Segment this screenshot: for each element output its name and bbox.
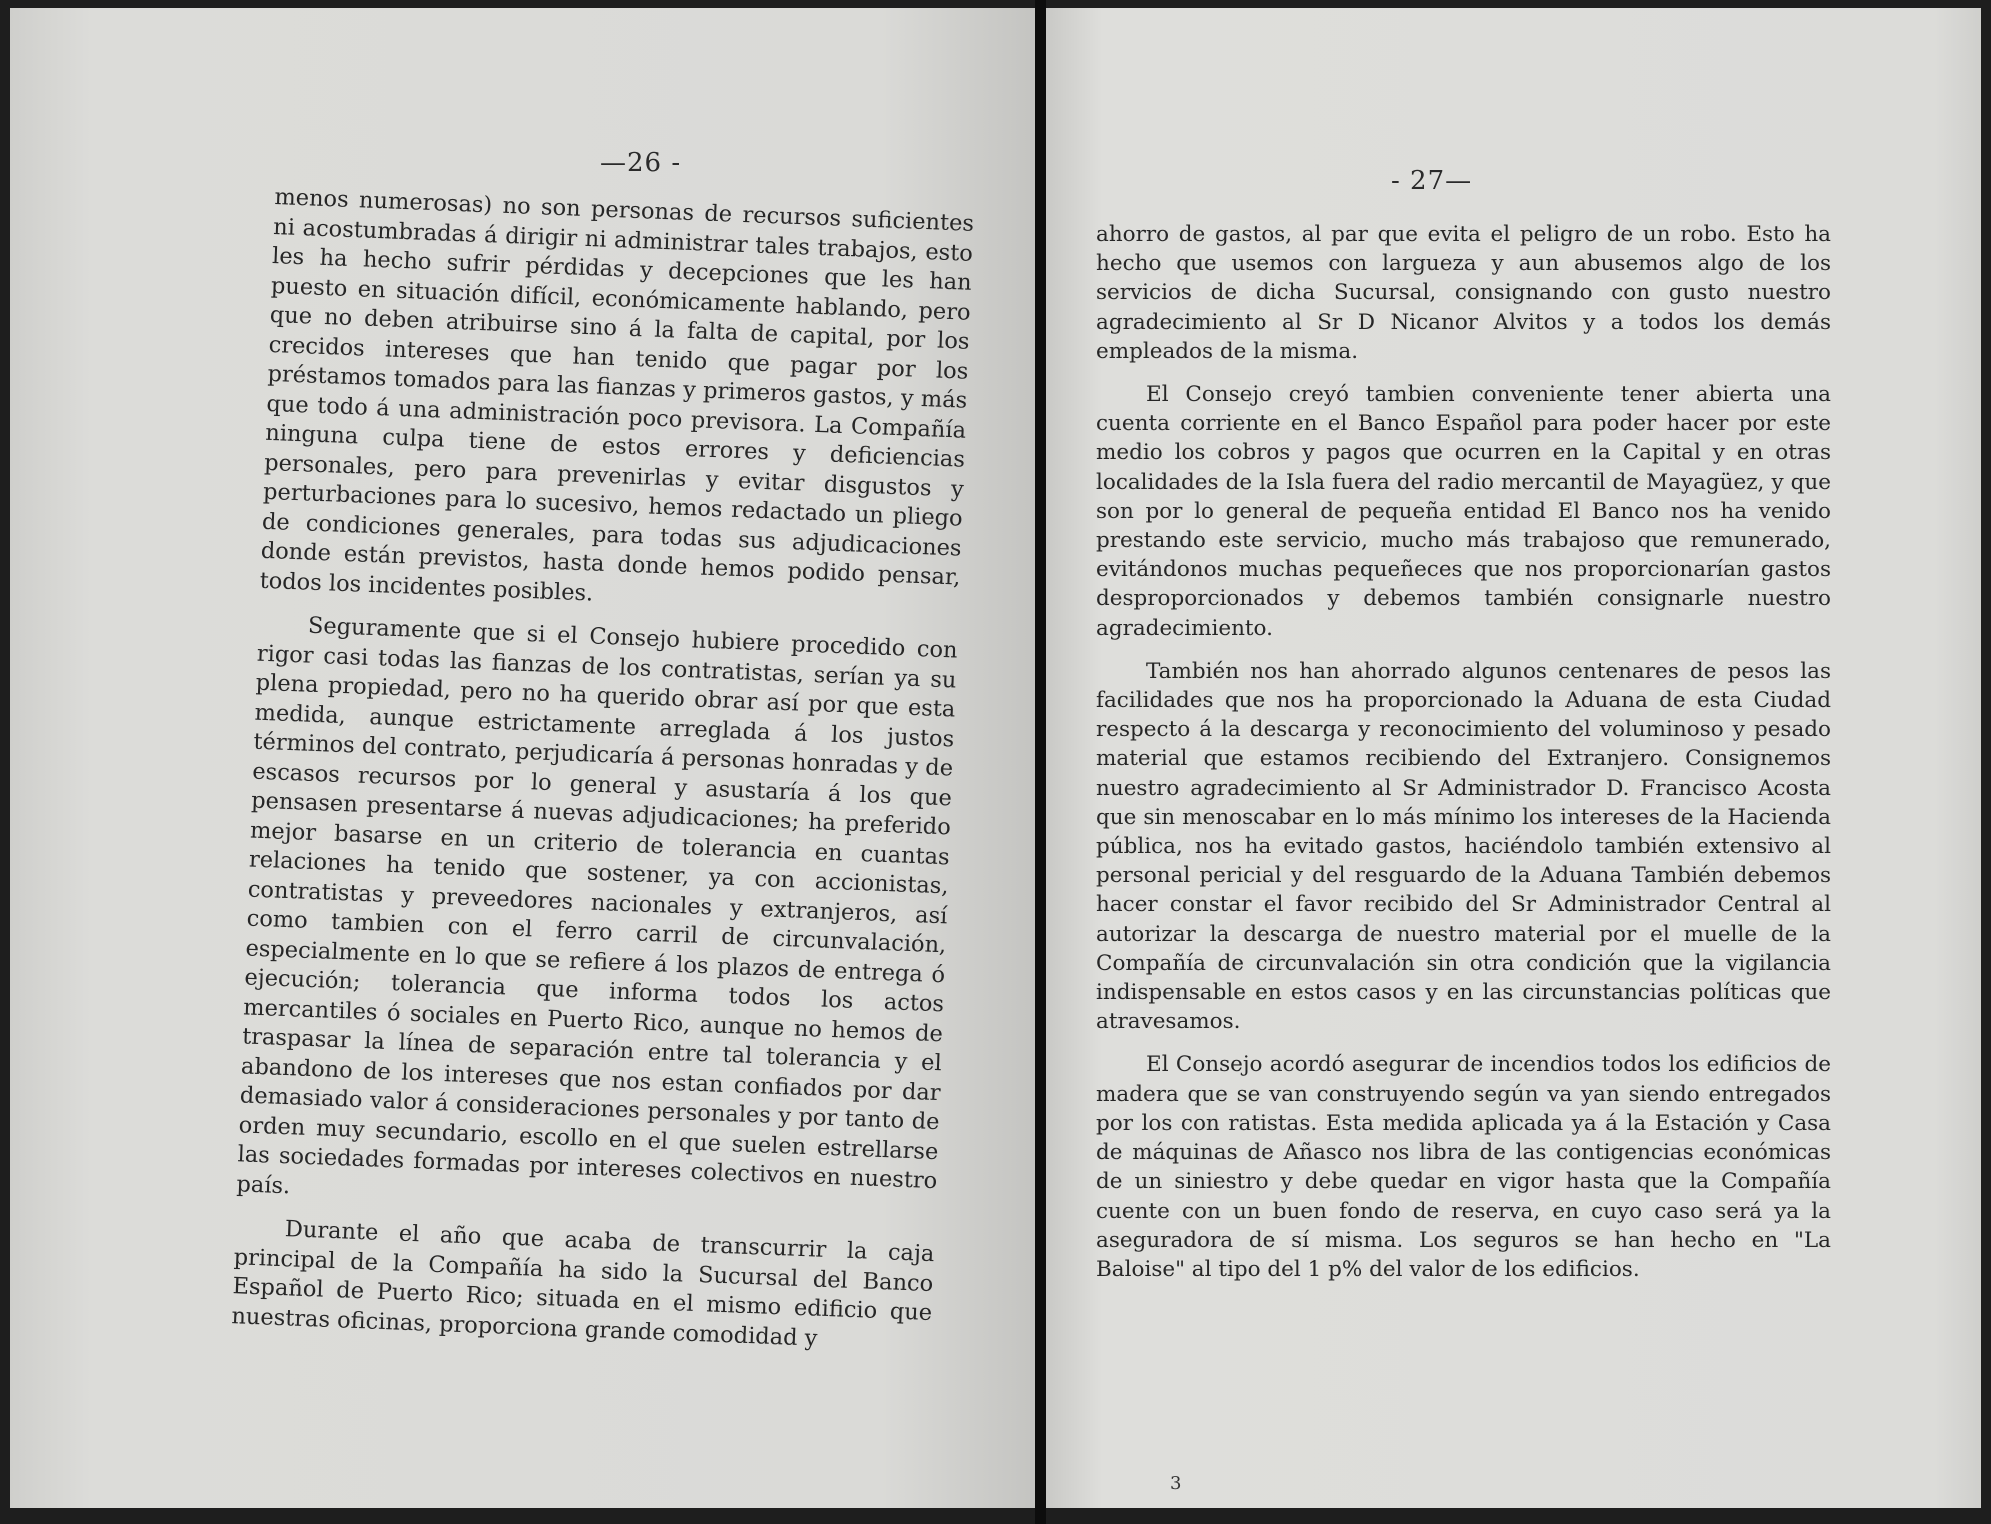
paragraph: menos numerosas) no son personas de recursos suficientes ni acostumbradas á dirigir ni administrar tales trabajos, esto les ha hecho sufrir pérdidas y decepciones que les han puesto en situación difícil, económicamente hablando, pero que no deben atribuirse sino á la falta de capital, por los crecidos intereses que han tenido que pagar por los préstamos tomados para las fianzas y primeros gastos, y más que todo á una administración poco previsora. La Compañía ninguna culpa tiene de estos errores y deficiencias personales, pero para prevenirlas y evitar disgustos y perturbaciones para lo sucesivo, hemos redactado un pliego de condiciones generales, para todas sus adjudicaciones donde están previstos, hasta donde hemos podido pensar, todos los incidentes posibles. [259, 183, 975, 607]
right-page-text [1096, 220, 1831, 1298]
right-page [1046, 8, 1981, 1508]
paragraph: El Consejo creyó tambien conveniente tener abierta una cuenta corriente en el Banco Español para poder hacer por este medio los cobros y pagos que ocurren en la Capital y en otras localidades de la Isla fuera del radio mercantil de Mayagüez, y que son por lo general de pequeña entidad El Banco nos ha venido prestando este servicio, mucho más trabajoso que remunerado, evitándonos muchas pequeñeces que nos proporcionarían gastos desproporcionados y debemos también consignarle nuestro agradecimiento. [1096, 382, 1831, 641]
book-gutter [1035, 0, 1046, 1524]
paragraph: Seguramente que si el Consejo hubiere procedido con rigor casi todas las fianzas de los contratistas, serían ya su plena propiedad, pero no ha querido obrar así por que esta medida, aunque estrictamente arreglada á los justos términos del contrato, perjudicaría á personas honradas y de escasos recursos por lo general y asustaría á los que pensasen presentarse á nuevas adjudicaciones; ha preferido mejor basarse en un criterio de tolerancia en cuantas relaciones ha tenido que sostener, ya con accionistas, contratistas y preveedores nacionales y extranjeros, así como tambien con el ferro carril de circunvalación, especialmente en lo que se refiere á los plazos de entrega ó ejecución; tolerancia que informa todos los actos mercantiles ó sociales en Puerto Rico, aunque no hemos de traspasar la línea de separación entre tal tolerancia y el abandono de los intereses que nos estan confiados por dar demasiado valor á consideraciones personales y por tanto de orden muy secundario, escollo en el que suelen estrellarse las sociedades formadas por intereses colectivos en nuestro país. [236, 612, 959, 1199]
left-page-text [230, 183, 974, 1372]
left-page [10, 8, 1035, 1508]
paragraph: El Consejo acordó asegurar de incendios todos los edificios de madera que se van construyendo según va yan siendo entregados por los con ratistas. Esta medida aplicada ya á la Estación y Casa de máquinas de Añasco nos libra de las contigencias económicas de un siniestro y debe quedar en vigor hasta que la Compañía cuente con un buen fondo de reserva, en cuyo caso será ya la aseguradora de sí misma. Los seguros se han hecho en "La Baloise" al tipo del 1 p% del valor de los edificios. [1096, 1052, 1831, 1282]
page-number-left: —26 - [600, 148, 682, 178]
paragraph: También nos han ahorrado algunos centenares de pesos las facilidades que nos ha proporcionado la Aduana de esta Ciudad respecto á la descarga y reconocimiento del voluminoso y pesado material que estamos recibiendo del Extranjero. Consignemos nuestro agradecimiento al Sr Administrador D. Francisco Acosta que sin menoscabar en lo más mínimo los intereses de la Hacienda pública, nos ha evitado gastos, haciéndolo también extensivo al personal pericial y del resguardo de la Aduana También debemos hacer constar el favor recibido del Sr Administrador Central al autorizar la descarga de nuestro material por el muelle de la Compañía de circunvalación sin otra condición que la vigilancia indispensable en estos casos y en las circunstancias políticas que atravesamos. [1096, 658, 1831, 1035]
paragraph: Durante el año que acaba de transcurrir la caja principal de la Compañía ha sido la Sucursal del Banco Español de Puerto Rico; situada en el mismo edificio que nuestras oficinas, proporciona grande comodidad y [230, 1216, 935, 1352]
page-number-right: - 27— [1391, 166, 1473, 196]
footer-mark: 3 [1170, 1473, 1182, 1494]
paragraph: ahorro de gastos, al par que evita el peligro de un robo. Esto ha hecho que usemos con largueza y aun abusemos algo de los servicios de dicha Sucursal, consignando con gusto nuestro agradecimiento al Sr D Nicanor Alvitos y a todos los demás empleados de la misma. [1096, 222, 1831, 364]
